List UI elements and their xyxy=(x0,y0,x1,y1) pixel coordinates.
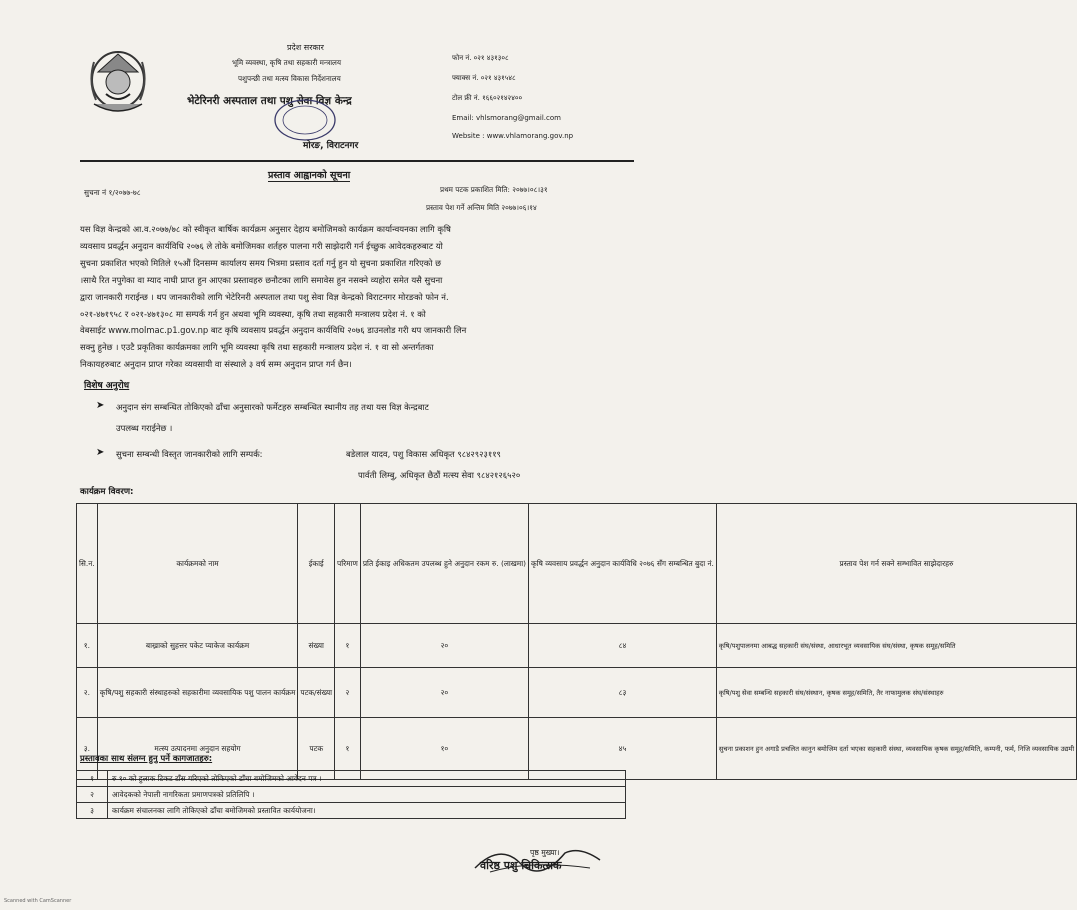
cell-amount: २० xyxy=(360,624,528,668)
signature-title: वरिष्ठ पशु चिकित्सक xyxy=(480,859,562,872)
col-header: सि.न. xyxy=(77,504,98,624)
table-row xyxy=(77,803,626,819)
office-name: भेटेरिनरी अस्पताल तथा पशु सेवा विज्ञ केन्द्र xyxy=(187,95,352,107)
col-header: कार्यक्रमको नाम xyxy=(97,504,298,624)
body-line: वेबसाईट www.molmac.p1.gov.np बाट कृषि व्यवसाय प्रवर्द्धन अनुदान कार्यविधि २०७६ डाउनलोड गरी थप जानकारी लिन xyxy=(80,325,467,336)
body-line: यस विज्ञ केन्द्रको आ.व.२०७७/७८ को स्वीकृत बार्षिक कार्यक्रम अनुसार देहाय बमोजिमको कार्यक्रम कार्यान्वयनका लागि कृषि xyxy=(80,224,451,234)
program-table xyxy=(76,503,1077,780)
cell-amount: २० xyxy=(360,668,528,718)
cell-unit: संख्या xyxy=(298,624,335,668)
cell-clause: ४५ xyxy=(529,718,717,780)
office-stamp xyxy=(270,98,340,146)
contact-2: पार्वती लिम्बु, अधिकृत छैठौं मत्स्य सेवा ९८४२१२६५२० xyxy=(358,470,521,480)
col-header: ईकाई xyxy=(298,504,335,624)
doc-text: आवेदकको नेपाली नागरिकता प्रमाणपत्रको प्रतिलिपि । xyxy=(108,787,626,803)
table-row xyxy=(77,624,1077,668)
bullet-arrow-icon: ➤ xyxy=(96,447,105,458)
cell-clause: ८३ xyxy=(529,668,717,718)
cell-amount: १० xyxy=(360,718,528,780)
bullet1-line2: उपलब्ध गराईनेछ । xyxy=(116,423,173,433)
doc-text: कार्यक्रम संचालनका लागि तोकिएको ढाँचा बमोजिमको प्रस्तावित कार्ययोजना। xyxy=(108,803,626,819)
phone-text: फोन नं. ०२१ ४३१३०८ xyxy=(452,54,509,62)
col-header: प्रति ईकाइ अधिकतम उपलब्ध हुने अनुदान रकम रु. (लाखमा) xyxy=(360,504,528,624)
body-line: व्यवसाय प्रवर्द्धन अनुदान कार्यविधि २०७६ ले तोके बमोजिमका शर्तहरु पालना गरी साझेदारी गर्न ईच्छुक आवेदकहरुबाट यो xyxy=(80,240,443,251)
bullet-arrow-icon: ➤ xyxy=(96,400,105,411)
website-text: Website : www.vhlamorang.gov.np xyxy=(452,132,574,140)
doc-sn: २ xyxy=(77,787,108,803)
table-row xyxy=(77,787,626,803)
signature-note: पृष्ठ मुख्या। xyxy=(530,848,560,857)
header-line-1: प्रदेश सरकार xyxy=(287,43,324,52)
cell-sn: २. xyxy=(77,668,98,718)
body-line: निकायहरुबाट अनुदान प्राप्त गरेका व्यवसायी वा संस्थाले ३ वर्ष सम्म अनुदान प्राप्त गर्न छैन। xyxy=(80,359,352,370)
cell-sn: ३. xyxy=(77,718,98,780)
cell-clause: ८४ xyxy=(529,624,717,668)
tollfree-text: टोल फ्री नं. १६६०२१४२४०० xyxy=(452,94,523,102)
cell-sn: १. xyxy=(77,624,98,668)
last-date: प्रस्ताव पेश गर्ने अन्तिम मिति २०७७।०६।१४ xyxy=(426,203,537,212)
header-line-3: पशुपन्छी तथा मत्स्य विकास निर्देशनालय xyxy=(238,74,341,83)
doc-sn: ३ xyxy=(77,803,108,819)
body-line: सुचना प्रकाशित भएको मितिले १५औं दिनसम्म कार्यालय समय भित्रमा प्रस्ताव दर्ता गर्नु हुन यो सुचना प्रकाशित गरिएको छ xyxy=(80,257,441,268)
email-text: Email: vhlsmorang@gmail.com xyxy=(452,114,561,122)
notice-title: प्रस्ताव आह्वानको सूचना xyxy=(268,170,351,181)
header-line-2: भूमि व्यवस्था, कृषि तथा सहकारी मन्त्रालय xyxy=(232,58,342,67)
table-row xyxy=(77,668,1077,718)
body-line: ०२१-४७१९५८ र ०२१-४७१३०८ मा सम्पर्क गर्न हुन अथवा भूमि व्यवस्था, कृषि तथा सहकारी मन्त्रालय प्रदेश नं. १ को xyxy=(80,308,426,319)
office-location: मोरङ, विराटनगर xyxy=(303,141,359,151)
notice-ref: सुचना नं १/२०७७-७८ xyxy=(84,188,141,197)
body-line: सक्नु हुनेछ । एउटै प्रकृतिका कार्यक्रमका लागि भूमि व्यवस्था कृषि तथा सहकारी मन्त्रालय प्रदेश नं. १ वा सो अन्तर्गतका xyxy=(80,342,434,353)
cell-quantity: १ xyxy=(335,718,361,780)
docs-heading: प्रस्तावका साथ संलग्न हुनु पर्ने कागजातहरु: xyxy=(80,753,213,763)
special-request-heading: विशेष अनुरोध xyxy=(84,381,130,391)
scanner-watermark: Scanned with CamScanner xyxy=(4,898,72,904)
cell-quantity: २ xyxy=(335,668,361,718)
nepal-emblem-logo xyxy=(86,42,150,124)
header-divider xyxy=(80,160,634,162)
col-header: कृषि व्यवसाय प्रवर्द्धन अनुदान कार्यविधि २०७६ सँग सम्बन्धित बुदा नं. xyxy=(529,504,717,624)
body-line: द्वारा जानकारी गराईन्छ । थप जानकारीको लागि भेटेरिनरी अस्पताल तथा पशु सेवा विज्ञ केन्द्रको विराटनगर मोरङको फोन नं. xyxy=(80,291,449,302)
col-header: प्रस्ताव पेश गर्न सक्ने सम्भावित साझेदारहरु xyxy=(716,504,1076,624)
cell-unit: पटक xyxy=(298,718,335,780)
doc-sn: १ xyxy=(77,771,108,787)
cell-partners: कृषि/पशुपालनमा आबद्ध सहकारी संघ/संस्था, आधारभूत व्यवसायिक संघ/संस्था, कृषक समूह/समिति xyxy=(716,624,1076,668)
col-header: परिमाण xyxy=(335,504,361,624)
fax-text: फ्याक्स नं. ०२१ ४३१५४८ xyxy=(452,74,516,82)
notice-body xyxy=(80,221,640,373)
contact-1: बडेलाल यादव, पशु विकास अधिकृत ९८४२९२३११९ xyxy=(346,449,501,459)
contact-label: सुचना सम्बन्धी विस्तृत जानकारीको लागि सम्पर्क: xyxy=(116,449,263,459)
first-published-date: प्रथम पटक प्रकाशित मिति: २०७७।०८।३१ xyxy=(440,185,548,194)
body-line: ।साथै रित नपुगेका वा म्याद नाघी प्राप्त हुन आएका प्रस्तावहरु छनौटका लागि समावेस हुन नसक्ने व्यहोरा समेत यसै सुचना xyxy=(80,274,443,285)
table-header-row xyxy=(77,504,1077,624)
cell-program: मत्स्य उत्पादनमा अनुदान सहयोग xyxy=(97,718,298,780)
cell-program: बाख्राको सुहत्तर पकेट प्याकेज कार्यक्रम xyxy=(97,624,298,668)
cell-quantity: १ xyxy=(335,624,361,668)
bullet1-line1: अनुदान संग सम्बन्धित तोकिएको ढाँचा अनुसारको फर्मेटहरु सम्बन्धित स्थानीय तह तथा यस विज्ञ केन्द्रबाट xyxy=(116,402,429,412)
program-heading: कार्यक्रम विवरण: xyxy=(80,487,134,497)
documents-table xyxy=(76,770,626,819)
cell-program: कृषि/पशु सहकारी संस्थाहरुको सहकारीमा व्यवसायिक पशु पालन कार्यक्रम xyxy=(97,668,298,718)
cell-partners: कृषि/पशु सेवा सम्बन्धि सहकारी संघ/संस्थान, कृषक समूह/समिति, तैर नाफामुलक संघ/संस्थाहरु xyxy=(716,668,1076,718)
cell-partners: सुचना प्रकाशन हुन अगाडै प्रचलित कानुन बमोजिम दर्ता भएका सहकारी संस्था, व्यवसायिक कृषक समूह/समिति, कम्पनी, फर्म, निजि व्यवसायिक उद्यमी xyxy=(716,718,1076,780)
doc-text: रु १० को हुलाक टिकट टाँस गरिएको तोकिएको ढाँचा बमोजिमको आवेदन पत्र । xyxy=(108,771,626,787)
table-row xyxy=(77,771,626,787)
cell-unit: पटक/संख्या xyxy=(298,668,335,718)
